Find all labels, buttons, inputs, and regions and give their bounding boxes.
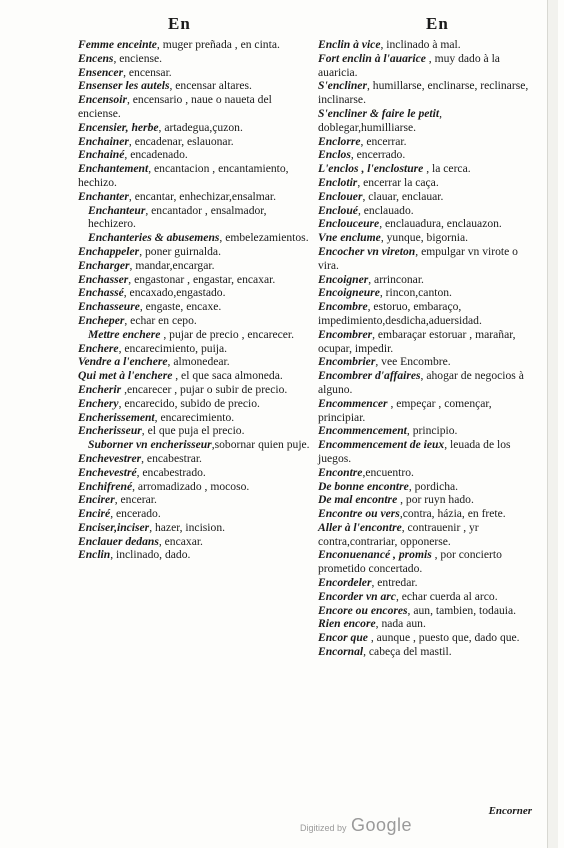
dictionary-entry (78, 397, 310, 411)
entry-definition: , estoruo, embaraço, impedimiento,desdicha,aduersidad. (318, 300, 482, 327)
dictionary-entry (78, 38, 310, 52)
dictionary-entry (318, 548, 540, 576)
entry-headword: Vne enclume (318, 231, 381, 245)
dictionary-entry (318, 576, 540, 590)
dictionary-entry (318, 493, 540, 507)
entry-definition: , encarecimiento. (154, 410, 235, 424)
dictionary-entry (78, 231, 310, 245)
entry-headword: Encore ou encores (318, 603, 408, 617)
entry-headword: Enchevestrer (78, 451, 142, 465)
dictionary-entry (318, 162, 540, 176)
entry-definition: , empeçar , començar, principiar. (318, 396, 492, 424)
dictionary-entry (318, 424, 540, 438)
entry-definition: , encadenar, eslauonar. (128, 134, 234, 148)
entry-definition: , encabestrado. (136, 465, 206, 479)
entry-headword: Encirer (78, 493, 115, 507)
entry-headword: L'enclos , l'enclosture (318, 162, 424, 176)
entry-headword: Encheper (78, 313, 125, 327)
entry-headword: Encherisseur (78, 424, 142, 438)
digitized-prefix: Digitized by (300, 823, 347, 833)
entry-definition: ,contra, házia, en frete. (399, 507, 506, 521)
entry-headword: Enclos (318, 148, 351, 162)
entry-definition: , mandar,encargar. (129, 258, 215, 272)
dictionary-entry (78, 480, 310, 494)
dictionary-entry (78, 273, 310, 287)
entry-definition: , clauar, enclauar. (362, 189, 444, 203)
entry-headword: Enclin (78, 548, 111, 562)
dictionary-entry (318, 204, 540, 218)
entry-definition: , encabestrar. (141, 451, 202, 465)
entry-definition: , engaste, encaxe. (139, 300, 222, 314)
entry-headword: Encommencement de ieux (318, 438, 445, 452)
dictionary-entry (318, 300, 540, 328)
entry-headword: Suborner vn encherisseur (88, 438, 212, 452)
entry-definition: , enclauado. (357, 203, 414, 217)
entry-headword: Qui met à l'enchere (78, 369, 173, 383)
dictionary-entry (318, 355, 540, 369)
dictionary-entry (318, 590, 540, 604)
entry-definition: , humillarse, enclinarse, reclinarse, inclinarse. (318, 79, 529, 107)
entry-headword: Encor que (318, 631, 368, 645)
entry-definition: , engastonar , engastar, encaxar. (128, 272, 276, 286)
entry-headword: Enchery (78, 396, 119, 410)
entry-headword: Encommencer (318, 396, 388, 410)
entry-definition: , encerrado. (350, 148, 406, 162)
entry-headword: De bonne encontre (318, 479, 409, 493)
entry-headword: Enchasseure (78, 300, 140, 314)
entry-definition: , encensar altares. (169, 79, 252, 93)
entry-definition: , inclinado à mal. (380, 38, 461, 51)
entry-definition: , embelezamientos. (219, 231, 309, 245)
dictionary-entry (318, 148, 540, 162)
entry-headword: Rien encore (318, 617, 376, 631)
entry-definition: , echar cuerda al arco. (395, 589, 498, 603)
entry-definition: , encerrar la caça. (357, 175, 439, 189)
entry-definition: , el que puja el precio. (141, 424, 245, 438)
dictionary-entry (318, 369, 540, 397)
entry-definition: , pujar de precio , encarecer. (160, 327, 295, 341)
entry-definition: , por concierto prometido concertado. (318, 548, 502, 576)
entry-definition: , ahogar de negocios à alguno. (318, 369, 524, 396)
entry-headword: Enchifrené (78, 479, 133, 493)
entry-headword: Vendre a l'enchere (78, 355, 168, 369)
entry-definition: , encarecimiento, puija. (118, 341, 228, 355)
dictionary-entry (78, 66, 310, 80)
entry-definition: , encensario , naue o naueta del enciense. (78, 93, 272, 120)
entry-definition: , encaxado,engastado. (123, 286, 226, 300)
dictionary-entry (318, 617, 540, 631)
entry-definition: ,encarecer , pujar o subir de precio. (121, 382, 288, 396)
entry-headword: Enclorre (318, 134, 361, 148)
entry-headword: Enchevestré (78, 465, 137, 479)
entry-headword: Enchainer (78, 134, 129, 148)
dictionary-entry (78, 162, 310, 190)
entry-definition: , empulgar vn virote o vira. (318, 244, 518, 272)
entry-headword: Enciser,inciser (78, 520, 150, 534)
entry-definition: , encantar, enhechizar,ensalmar. (128, 189, 277, 203)
entry-definition: , encerrar. (360, 134, 407, 148)
right-column (318, 38, 540, 659)
entry-headword: Encensoir (78, 93, 127, 107)
entry-headword: Encens (78, 51, 114, 65)
entry-definition: , por ruyn hado. (397, 493, 474, 507)
entry-definition: , encantacion , encantamiento, hechizo. (78, 162, 289, 189)
entry-headword: Encontre ou vers (318, 507, 400, 521)
entry-headword: Encharger (78, 258, 130, 272)
dictionary-entry (318, 52, 540, 80)
entry-definition: , rincon,canton. (379, 286, 452, 300)
entry-definition: ,sobornar quien puje. (211, 438, 310, 452)
entry-definition: , principio. (406, 424, 458, 438)
dictionary-entry (318, 286, 540, 300)
dictionary-entry (78, 135, 310, 149)
entry-definition: , poner guirnalda. (139, 244, 221, 258)
catchword: Encorner (488, 805, 532, 817)
dictionary-entry (318, 480, 540, 494)
entry-definition: , nada aun. (375, 617, 426, 631)
entry-headword: Encensier, herbe (78, 120, 159, 134)
page-edge (547, 0, 558, 848)
dictionary-entry (78, 355, 310, 369)
entry-definition: , vee Encombre. (375, 355, 451, 369)
dictionary-entry (318, 231, 540, 245)
entry-definition: , arrinconar. (368, 272, 424, 286)
dictionary-entry (318, 38, 540, 52)
dictionary-entry (318, 507, 540, 521)
entry-headword: Encornal (318, 645, 364, 659)
dictionary-entry (78, 245, 310, 259)
entry-definition: , arromadizado , mocoso. (132, 479, 250, 493)
dictionary-entry (78, 383, 310, 397)
dictionary-entry (78, 286, 310, 300)
google-logo: Google (350, 815, 413, 835)
entry-definition: , entredar. (371, 576, 418, 590)
entry-definition: , aunque , puesto que, dado que. (367, 631, 520, 645)
entry-definition: , aun, tambien, todauia. (407, 603, 517, 617)
dictionary-entry (78, 507, 310, 521)
entry-headword: Enchanteries & abusemens (88, 231, 220, 245)
dictionary-entry (78, 342, 310, 356)
dictionary-entry (318, 273, 540, 287)
entry-definition: , encarecido, subido de precio. (118, 396, 260, 410)
entry-headword: Aller à l'encontre (318, 520, 402, 534)
dictionary-entry (78, 452, 310, 466)
entry-definition: , encaxar. (158, 534, 203, 548)
entry-headword: Enconuenancé , promis (318, 548, 432, 562)
entry-definition: , hazer, incision. (149, 520, 226, 534)
entry-headword: S'encliner & faire le petit (318, 106, 440, 120)
entry-headword: Encombre (318, 300, 368, 314)
entry-headword: Enchappeler (78, 244, 140, 258)
dictionary-entry (78, 52, 310, 66)
entry-definition: , cabeça del mastil. (363, 645, 452, 659)
dictionary-entry (318, 645, 540, 659)
entry-definition: , encerado. (110, 507, 161, 521)
entry-headword: Ensenser les autels (78, 79, 170, 93)
dictionary-entry (318, 79, 540, 107)
entry-headword: De mal encontre (318, 493, 398, 507)
dictionary-entry (78, 190, 310, 204)
entry-definition: , embaraçar estoruar , marañar, ocupar, impedir. (318, 327, 516, 355)
dictionary-entry (78, 79, 310, 93)
entry-definition: , enclauadura, enclauazon. (379, 217, 502, 231)
digitized-watermark (300, 815, 412, 836)
dictionary-entry (78, 466, 310, 480)
dictionary-entry (78, 148, 310, 162)
dictionary-entry (318, 466, 540, 480)
dictionary-entry (78, 411, 310, 425)
dictionary-entry (78, 93, 310, 121)
entry-headword: Encoigner (318, 272, 369, 286)
entry-definition: , encerar. (114, 493, 157, 507)
entry-definition: , encantador , ensalmador, hechizero. (88, 203, 267, 231)
dictionary-entry (318, 176, 540, 190)
entry-headword: Enchere (78, 341, 119, 355)
entry-headword: Enchainé (78, 148, 125, 162)
dictionary-entry (318, 107, 540, 135)
entry-definition: , encadenado. (124, 148, 188, 162)
dictionary-entry (78, 328, 310, 342)
entry-headword: Encombrer (318, 327, 373, 341)
dictionary-entry (318, 190, 540, 204)
right-running-head: En (426, 14, 449, 33)
entry-headword: Encherir (78, 382, 122, 396)
entry-headword: Encontre (318, 465, 363, 479)
entry-headword: Encordeler (318, 576, 372, 590)
dictionary-entry (318, 631, 540, 645)
entry-headword: Enclouceure (318, 217, 380, 231)
entry-definition: , contrauenir , yr contra,contrariar, opponerse. (318, 520, 479, 548)
entry-definition: ,encuentro. (362, 465, 414, 479)
entry-headword: Enclauer dedans (78, 534, 159, 548)
entry-headword: Encocher vn vireton (318, 244, 416, 258)
entry-headword: Encloué (318, 203, 358, 217)
entry-headword: Enclotir (318, 175, 358, 189)
dictionary-entry (318, 397, 540, 425)
entry-definition: , echar en cepo. (124, 313, 197, 327)
entry-definition: , leuada de los juegos. (318, 438, 511, 465)
entry-headword: Ensencer (78, 65, 124, 79)
left-column (78, 38, 310, 562)
entry-headword: Enchantement (78, 162, 149, 176)
dictionary-entry (78, 521, 310, 535)
entry-headword: Femme enceinte (78, 38, 157, 51)
entry-definition: , doblegar,humilliarse. (318, 106, 442, 134)
dictionary-entry (318, 521, 540, 549)
dictionary-entry (318, 245, 540, 273)
entry-definition: , pordicha. (408, 479, 459, 493)
entry-headword: Mettre enchere (88, 327, 161, 341)
entry-headword: Enchasser (78, 272, 129, 286)
dictionary-entry (318, 135, 540, 149)
entry-definition: , el que saca almoneda. (172, 369, 283, 383)
dictionary-entry (78, 259, 310, 273)
entry-definition: , almonedear. (167, 355, 230, 369)
dictionary-entry (78, 369, 310, 383)
entry-definition: , yunque, bigornia. (380, 231, 469, 245)
entry-definition: , muy dado à la auaricia. (318, 51, 500, 79)
dictionary-entry (78, 493, 310, 507)
dictionary-entry (78, 121, 310, 135)
dictionary-entry (318, 328, 540, 356)
entry-headword: Enchanter (78, 189, 129, 203)
entry-definition: , enciense. (113, 51, 163, 65)
dictionary-entry (318, 604, 540, 618)
entry-headword: Enciré (78, 507, 111, 521)
entry-headword: Encorder vn arc (318, 589, 396, 603)
entry-definition: , encensar. (123, 65, 172, 79)
dictionary-entry (78, 548, 310, 562)
entry-headword: Enclouer (318, 189, 363, 203)
entry-headword: Encombrier (318, 355, 376, 369)
left-running-head: En (168, 14, 191, 33)
dictionary-entry (78, 438, 310, 452)
entry-definition: , la cerca. (423, 162, 471, 176)
dictionary-entry (78, 535, 310, 549)
entry-headword: Encherissement (78, 410, 155, 424)
entry-headword: Enclin à vice (318, 38, 381, 51)
entry-definition: , inclinado, dado. (110, 548, 191, 562)
dictionary-entry (78, 300, 310, 314)
dictionary-entry (78, 314, 310, 328)
entry-headword: Fort enclin à l'auarice (318, 51, 426, 65)
entry-headword: Encommencement (318, 424, 407, 438)
entry-headword: S'encliner (318, 79, 367, 93)
dictionary-entry (318, 438, 540, 466)
dictionary-entry (78, 204, 310, 232)
dictionary-entry (318, 217, 540, 231)
entry-headword: Encoigneure (318, 286, 380, 300)
entry-headword: Enchanteur (88, 203, 146, 217)
entry-headword: Enchassé (78, 286, 124, 300)
dictionary-entry (78, 424, 310, 438)
entry-definition: , artadegua,çuzon. (158, 120, 243, 134)
entry-definition: , muger preñada , en cinta. (156, 38, 280, 51)
entry-headword: Encombrer d'affaires (318, 369, 421, 383)
